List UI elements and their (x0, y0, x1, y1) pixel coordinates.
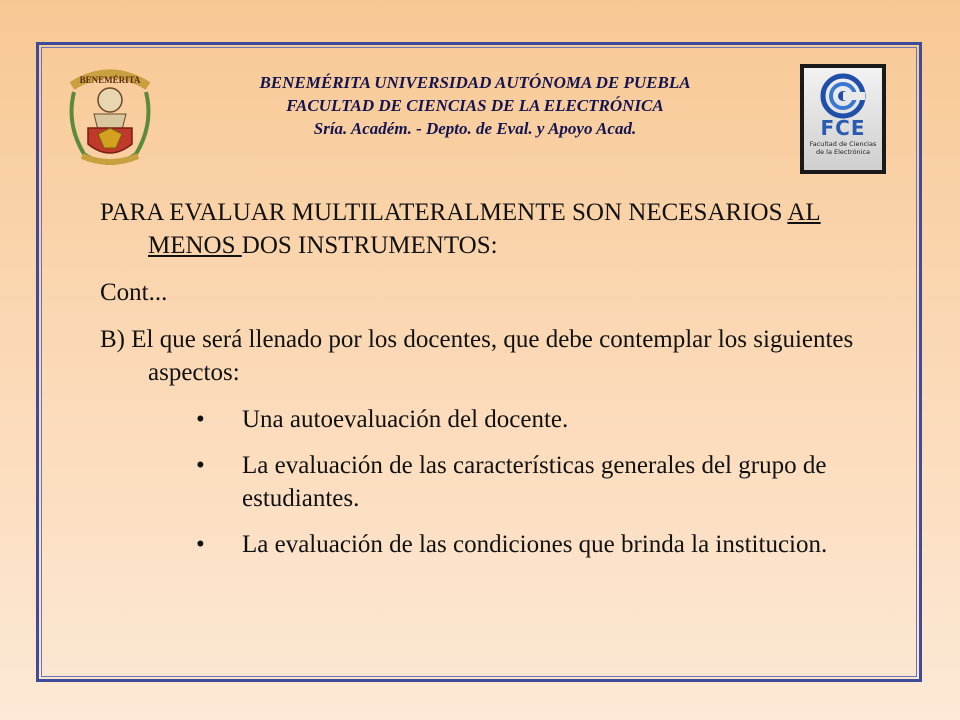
fce-logo (800, 64, 886, 174)
list-item (100, 449, 880, 515)
item-b-paragraph: B) El que será llenado por los docentes, que debe contemplar los siguientes aspectos: (100, 326, 854, 386)
intro-underlined-text: AL MENOS (148, 199, 821, 259)
header-line-faculty: FACULTAD DE CIENCIAS DE LA ELECTRÓNICA (286, 96, 664, 115)
bullet-glyph: • (196, 406, 205, 433)
intro-paragraph (100, 196, 880, 262)
intro-text-end: DOS INSTRUMENTOS: (241, 232, 498, 259)
bullet-glyph: • (196, 531, 205, 558)
fce-abbrev: FCE (820, 116, 866, 140)
fce-caption-line-1: Facultad de Ciencias (809, 140, 877, 148)
institution-header (150, 71, 800, 140)
continued-label: Cont... (100, 279, 168, 306)
list-item-text: La evaluación de las características generales del grupo de estudiantes. (242, 452, 827, 512)
header-line-department: Sría. Académ. - Depto. de Eval. y Apoyo Acad. (313, 119, 637, 138)
list-item-text: Una autoevaluación del docente. (242, 406, 569, 433)
list-item (100, 528, 880, 561)
list-item-text: La evaluación de las condiciones que brinda la institucion. (242, 531, 828, 558)
list-item (100, 403, 880, 436)
fce-caption (804, 140, 882, 156)
bullet-glyph: • (196, 452, 205, 479)
aspects-list (100, 403, 880, 561)
slide-body (100, 196, 880, 574)
fce-caption-line-2: de la Electrónica (815, 148, 871, 156)
university-seal-logo (64, 64, 156, 172)
intro-text-start: PARA EVALUAR MULTILATERALMENTE SON NECESARIOS (100, 199, 788, 226)
header-line-university: BENEMÉRITA UNIVERSIDAD AUTÓNOMA DE PUEBLA (259, 73, 691, 92)
seal-banner-text: BENEMÉRITA (79, 75, 141, 85)
